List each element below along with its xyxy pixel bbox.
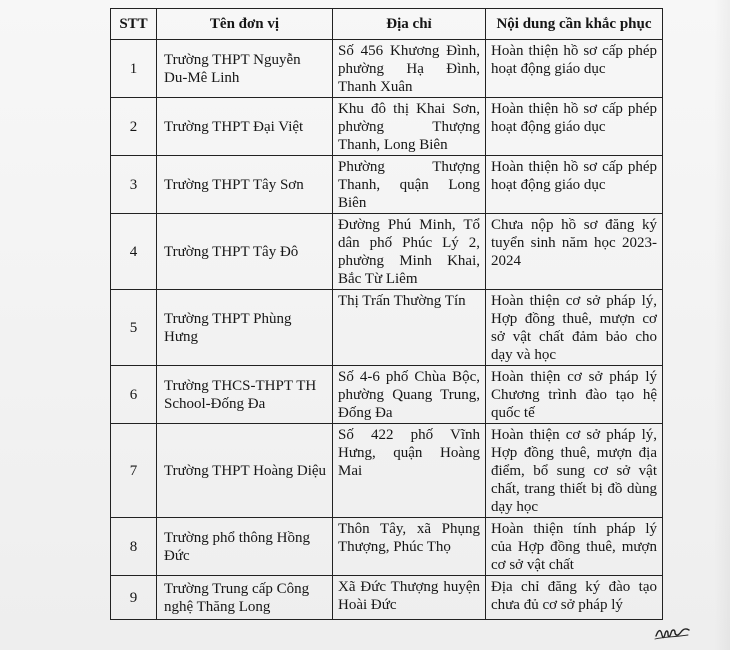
remediation-text: Hoàn thiện cơ sở pháp lý, Hợp đồng thuê, mượn cơ sở vật chất đảm bảo cho dạy và học — [491, 293, 657, 363]
remediation-text: Hoàn thiện cơ sở pháp lý, Hợp đồng thuê, mượn địa điểm, bổ sung cơ sở vật chất, trang thiết bị đồ dùng dạy học — [491, 427, 657, 515]
address-text: Thị Trấn Thường Tín — [338, 293, 466, 309]
cell-address — [333, 518, 486, 576]
table-row — [111, 98, 663, 156]
violation-table — [110, 8, 663, 620]
cell-address — [333, 366, 486, 424]
cell-stt: 6 — [111, 366, 157, 424]
cell-unit-name — [157, 366, 333, 424]
handwritten-signature-mark — [652, 618, 692, 644]
cell-remediation-content — [486, 366, 663, 424]
header-remediation-content: Nội dung cần khắc phục — [486, 9, 663, 40]
address-text: Số 456 Khương Đình, phường Hạ Đình, Thanh Xuân — [338, 43, 480, 95]
remediation-text: Chưa nộp hồ sơ đăng ký tuyển sinh năm học 2023-2024 — [491, 217, 657, 269]
remediation-text: Hoàn thiện hồ sơ cấp phép hoạt động giáo dục — [491, 43, 657, 77]
table-row — [111, 576, 663, 620]
unit-name-text: Trường THPT Nguyễn Du-Mê Linh — [164, 51, 301, 86]
cell-unit-name — [157, 156, 333, 214]
cell-address — [333, 424, 486, 518]
cell-address — [333, 98, 486, 156]
remediation-text: Hoàn thiện hồ sơ cấp phép hoạt động giáo dục — [491, 101, 657, 135]
cell-unit-name — [157, 290, 333, 366]
page-edge-shadow — [714, 0, 730, 650]
unit-name-text: Trường THPT Tây Đô — [164, 243, 299, 260]
remediation-text: Địa chỉ đăng ký đào tạo chưa đủ cơ sở pháp lý — [491, 579, 657, 613]
unit-name-text: Trường THPT Phùng Hưng — [164, 310, 292, 345]
table-row — [111, 366, 663, 424]
header-address: Địa chỉ — [333, 9, 486, 40]
table-row — [111, 290, 663, 366]
address-text: Phường Thượng Thanh, quận Long Biên — [338, 159, 480, 211]
unit-name-text: Trường THCS-THPT TH School-Đống Đa — [164, 377, 317, 412]
address-text: Số 4-6 phố Chùa Bộc, phường Quang Trung, Đống Đa — [338, 369, 480, 421]
address-text: Thôn Tây, xã Phụng Thượng, Phúc Thọ — [338, 521, 480, 555]
table-row — [111, 214, 663, 290]
cell-stt: 8 — [111, 518, 157, 576]
cell-unit-name — [157, 40, 333, 98]
cell-remediation-content — [486, 40, 663, 98]
address-text: Đường Phú Minh, Tổ dân phố Phúc Lý 2, phường Minh Khai, Bắc Từ Liêm — [338, 217, 480, 287]
table-header-row — [111, 9, 663, 40]
unit-name-text: Trường Trung cấp Công nghệ Thăng Long — [164, 580, 310, 615]
cell-remediation-content — [486, 424, 663, 518]
cell-remediation-content — [486, 98, 663, 156]
unit-name-text: Trường THPT Hoàng Diệu — [164, 462, 327, 479]
cell-stt: 5 — [111, 290, 157, 366]
cell-address — [333, 576, 486, 620]
remediation-text: Hoàn thiện tính pháp lý của Hợp đồng thuê, mượn cơ sở vật chất — [491, 521, 657, 573]
cell-remediation-content — [486, 156, 663, 214]
cell-stt: 9 — [111, 576, 157, 620]
cell-unit-name — [157, 214, 333, 290]
cell-unit-name — [157, 98, 333, 156]
table-row — [111, 424, 663, 518]
cell-stt: 1 — [111, 40, 157, 98]
cell-stt: 7 — [111, 424, 157, 518]
cell-stt: 2 — [111, 98, 157, 156]
cell-address — [333, 290, 486, 366]
cell-unit-name — [157, 576, 333, 620]
cell-remediation-content — [486, 290, 663, 366]
table-row — [111, 518, 663, 576]
cell-unit-name — [157, 424, 333, 518]
unit-name-text: Trường THPT Đại Việt — [164, 118, 304, 135]
table-row — [111, 156, 663, 214]
cell-unit-name — [157, 518, 333, 576]
header-stt: STT — [111, 9, 157, 40]
cell-address — [333, 214, 486, 290]
unit-name-text: Trường THPT Tây Sơn — [164, 176, 304, 193]
cell-stt: 3 — [111, 156, 157, 214]
cell-remediation-content — [486, 576, 663, 620]
cell-address — [333, 40, 486, 98]
address-text: Xã Đức Thượng huyện Hoài Đức — [338, 579, 480, 613]
address-text: Số 422 phố Vĩnh Hưng, quận Hoàng Mai — [338, 427, 480, 479]
header-unit-name: Tên đơn vị — [157, 9, 333, 40]
table-row — [111, 40, 663, 98]
remediation-text: Hoàn thiện cơ sở pháp lý Chương trình đào tạo hệ quốc tế — [491, 369, 657, 421]
address-text: Khu đô thị Khai Sơn, phường Thượng Thanh, Long Biên — [338, 101, 480, 153]
unit-name-text: Trường phổ thông Hồng Đức — [164, 529, 310, 564]
cell-remediation-content — [486, 214, 663, 290]
cell-remediation-content — [486, 518, 663, 576]
remediation-text: Hoàn thiện hồ sơ cấp phép hoạt động giáo dục — [491, 159, 657, 193]
cell-stt: 4 — [111, 214, 157, 290]
cell-address — [333, 156, 486, 214]
